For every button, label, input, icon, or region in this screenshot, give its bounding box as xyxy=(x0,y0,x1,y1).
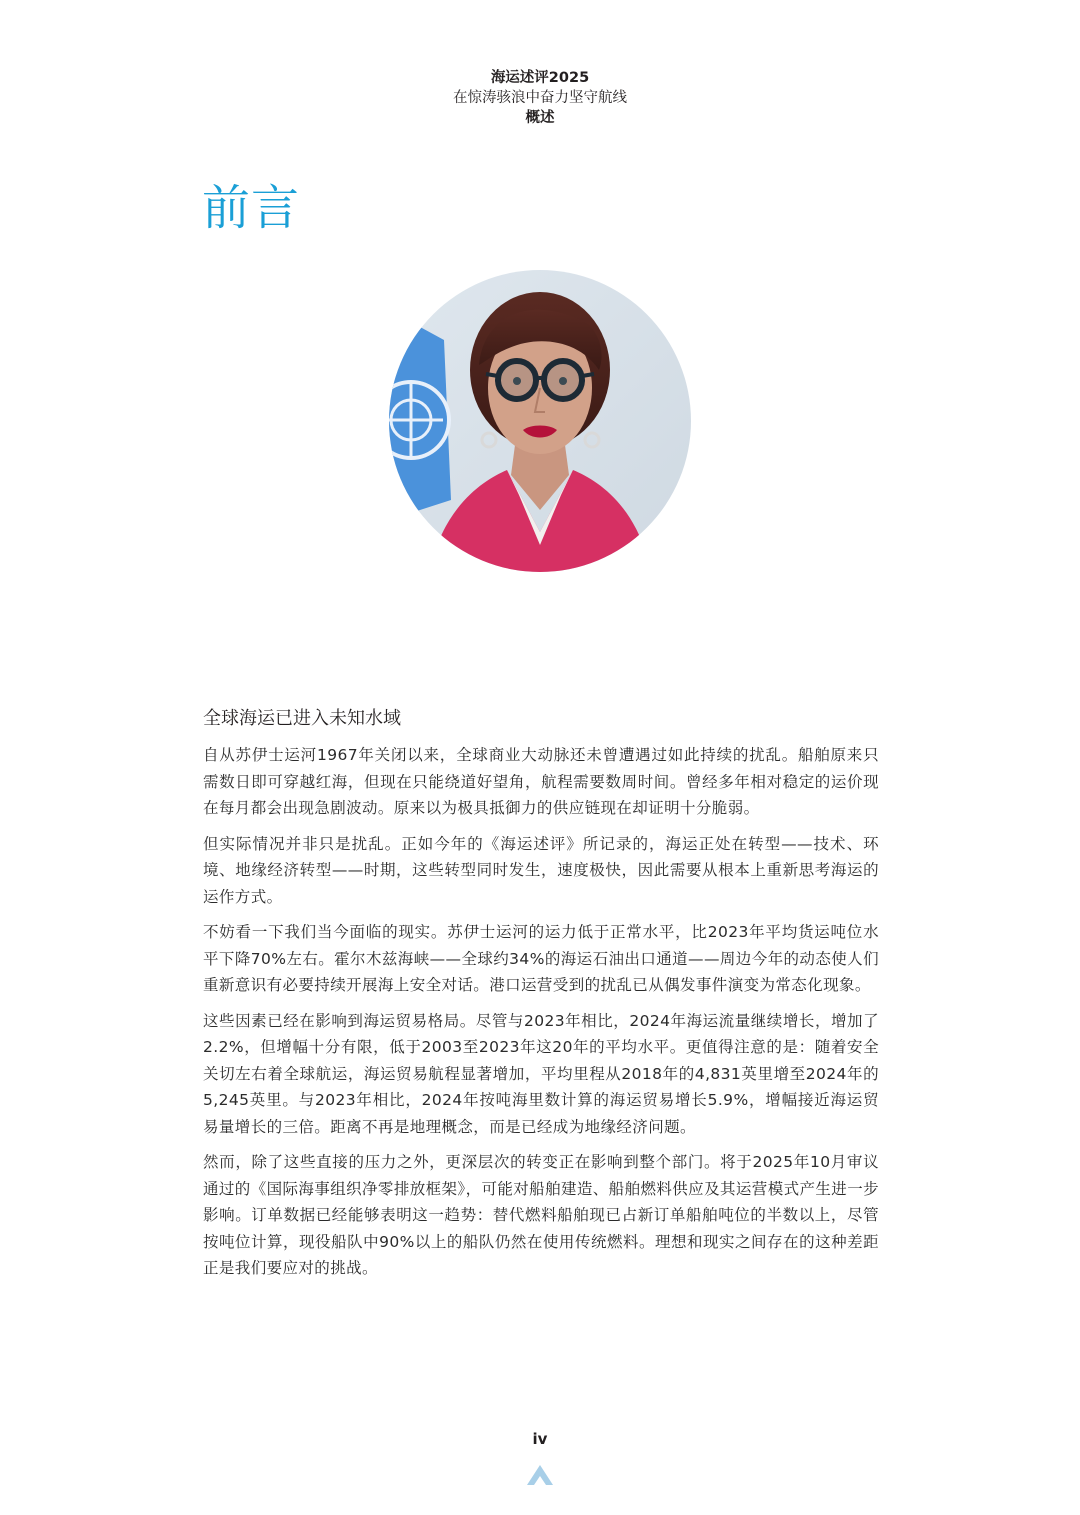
section-label: 概述 xyxy=(525,110,555,126)
paragraph-5: 然而，除了这些直接的压力之外，更深层次的转变正在影响到整个部门。将于2025年10月审议通过的《国际海事组织净零排放框架》，可能对船舶建造、船舶燃料供应及其运营模式产生进一步影响。订单数据已经能够表明这一趋势：替代燃料船舶现已占新订单船舶吨位的半数以上，尽管按吨位计算，现役船队中90%以上的船队仍然在使用传统燃料。理想和现实之间存在的这种差距正是我们要应对的挑战。 xyxy=(203,1153,879,1277)
section-heading: 全球海运已进入未知水域 xyxy=(203,708,401,729)
article-body xyxy=(203,704,879,1291)
paragraph-2: 但实际情况并非只是扰乱。正如今年的《海运述评》所记录的，海运正处在转型——技术、环境、地缘经济转型——时期，这些转型同时发生，速度极快，因此需要从根本上重新思考海运的运作方式。 xyxy=(203,834,879,906)
paragraph-1: 自从苏伊士运河1967年关闭以来，全球商业大动脉还未曾遭遇过如此持续的扰乱。船舶原来只需数日即可穿越红海，但现在只能绕道好望角，航程需要数周时间。曾经多年相对稳定的运价现在每月都会出现急剧波动。原来以为极具抵御力的供应链现在却证明十分脆弱。 xyxy=(203,746,879,817)
portrait-photo xyxy=(389,270,691,572)
back-to-top-button[interactable] xyxy=(524,1458,556,1490)
running-header xyxy=(0,68,1080,128)
page-number: iv xyxy=(532,1430,548,1448)
paragraph-4: 这些因素已经在影响到海运贸易格局。尽管与2023年相比，2024年海运流量继续增长，增加了2.2%，但增幅十分有限，低于2003至2023年这20年的平均水平。更值得注意的是：随着安全关切左右着全球航运，海运贸易航程显著增加，平均里程从2018年的4,831英里增至2024年的5,245英里。与2023年相比，2024年按吨海里数计算的海运贸易增长5.9%，增幅接近海运贸易量增长的三倍。距离不再是地理概念，而是已经成为地缘经济问题。 xyxy=(203,1011,879,1136)
page-title: 前言 xyxy=(202,180,301,236)
publication-title: 海运述评2025 xyxy=(490,70,590,86)
chevron-up-icon xyxy=(524,1458,556,1490)
publication-subtitle: 在惊涛骇浪中奋力坚守航线 xyxy=(453,90,627,106)
paragraph-3: 不妨看一下我们当今面临的现实。苏伊士运河的运力低于正常水平，比2023年平均货运吨位水平下降70%左右。霍尔木兹海峡——全球约34%的海运石油出口通道——周边今年的动态使人们重新意识有必要持续开展海上安全对话。港口运营受到的扰乱已从偶发事件演变为常态化现象。 xyxy=(203,923,879,994)
